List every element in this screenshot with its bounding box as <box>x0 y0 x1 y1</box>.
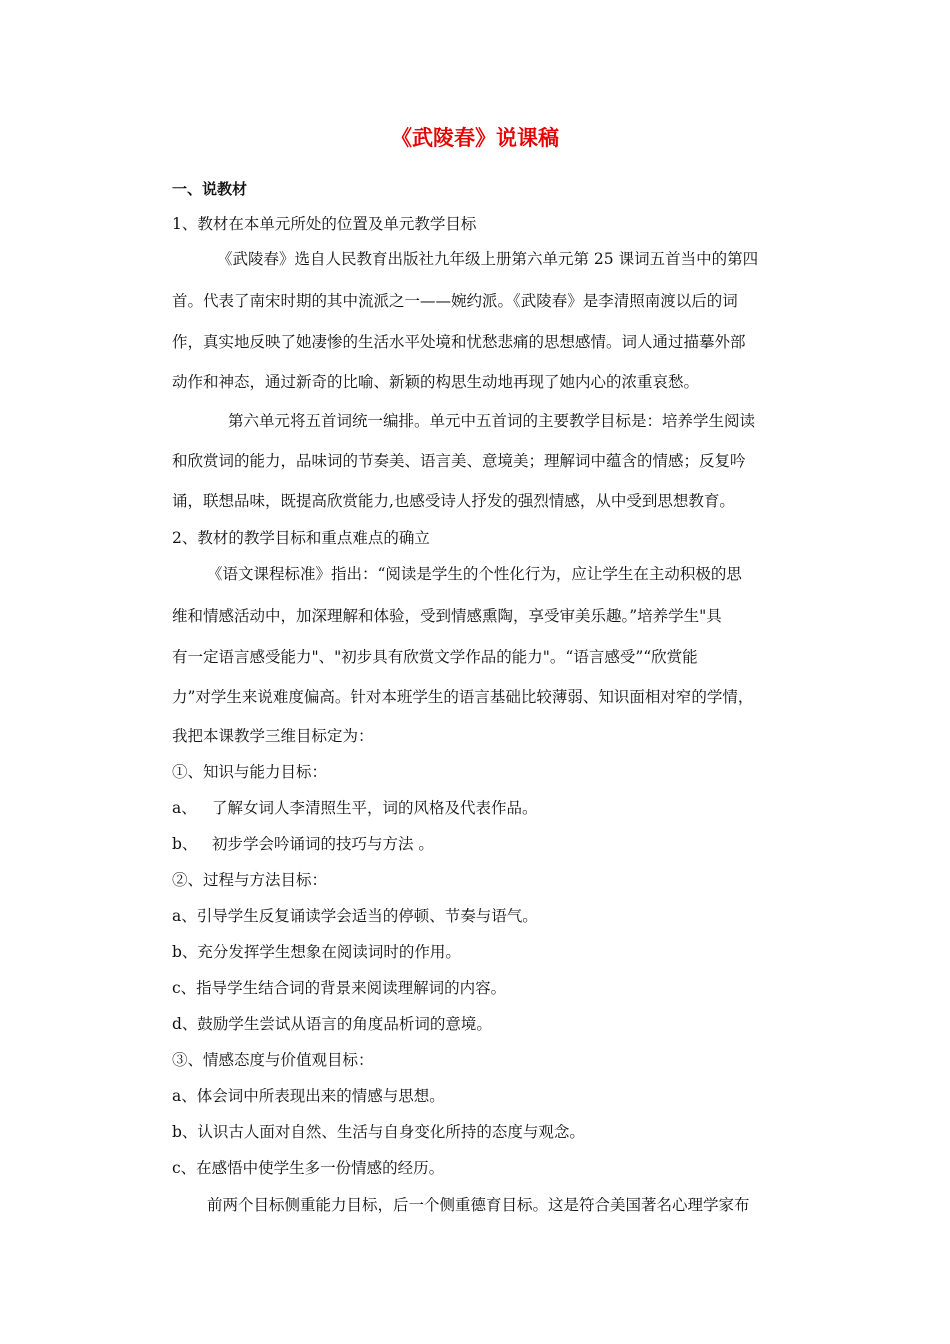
subheading-position: 1、教材在本单元所处的位置及单元教学目标 <box>172 215 477 233</box>
paragraph-line: 有一定语言感受能力"、"初步具有欣赏文学作品的能力"。“语言感受”“欣赏能 <box>172 648 698 666</box>
paragraph-line: 力”对学生来说难度偏高。针对本班学生的语言基础比较薄弱、知识面相对窄的学情， <box>172 688 754 706</box>
goal-item: c、指导学生结合词的背景来阅读理解词的内容。 <box>172 979 507 997</box>
goal-item <box>172 797 812 819</box>
goal-heading-knowledge: ①、知识与能力目标： <box>172 763 328 781</box>
paragraph-line: 和欣赏词的能力，品味词的节奏美、语言美、意境美；理解词中蕴含的情感；反复吟 <box>172 452 746 470</box>
item-prefix: b、 <box>172 835 198 853</box>
goal-item: b、充分发挥学生想象在阅读词时的作用。 <box>172 943 461 961</box>
goal-heading-values: ③、情感态度与价值观目标： <box>172 1051 374 1069</box>
paragraph-line: 维和情感活动中，加深理解和体验，受到情感熏陶，享受审美乐趣。”培养学生"具 <box>172 607 722 625</box>
goal-item <box>172 833 812 855</box>
paragraph-line: 首。代表了南宋时期的其中流派之一——婉约派。《武陵春》是李清照南渡以后的词 <box>172 292 738 310</box>
paragraph-line: 第六单元将五首词统一编排。单元中五首词的主要教学目标是：培养学生阅读 <box>228 412 756 430</box>
paragraph-line: 《语文课程标准》指出：“阅读是学生的个性化行为，应让学生在主动积极的思 <box>207 565 742 583</box>
paragraph-line: 我把本课教学三维目标定为： <box>172 727 374 745</box>
section-heading-textbook: 一、说教材 <box>172 180 248 198</box>
item-prefix: a、 <box>172 799 197 817</box>
goal-item: a、体会词中所表现出来的情感与思想。 <box>172 1087 445 1105</box>
goal-item: a、引导学生反复诵读学会适当的停顿、节奏与语气。 <box>172 907 538 925</box>
document-title: 《武陵春》说课稿 <box>391 126 559 150</box>
subheading-objectives: 2、教材的教学目标和重点难点的确立 <box>172 529 430 547</box>
paragraph-line: 《武陵春》选自人民教育出版社九年级上册第六单元第 25 课词五首当中的第四 <box>217 250 759 268</box>
paragraph-line: 前两个目标侧重能力目标，后一个侧重德育目标。这是符合美国著名心理学家布 <box>207 1196 750 1214</box>
paragraph-line: 诵，联想品味，既提高欣赏能力,也感受诗人抒发的强烈情感，从中受到思想教育。 <box>172 492 735 510</box>
paragraph-line: 动作和神态，通过新奇的比喻、新颖的构思生动地再现了她内心的浓重哀愁。 <box>172 373 700 391</box>
goal-heading-process: ②、过程与方法目标： <box>172 871 328 889</box>
item-text: 初步学会吟诵词的技巧与方法 。 <box>212 835 434 853</box>
goal-item: c、在感悟中使学生多一份情感的经历。 <box>172 1159 445 1177</box>
paragraph-line: 作，真实地反映了她凄惨的生活水平处境和忧愁悲痛的思想感情。词人通过描摹外部 <box>172 333 746 351</box>
goal-item: b、认识古人面对自然、生活与自身变化所持的态度与观念。 <box>172 1123 585 1141</box>
goal-item: d、鼓励学生尝试从语言的角度品析词的意境。 <box>172 1015 492 1033</box>
item-text: 了解女词人李清照生平，词的风格及代表作品。 <box>212 799 538 817</box>
